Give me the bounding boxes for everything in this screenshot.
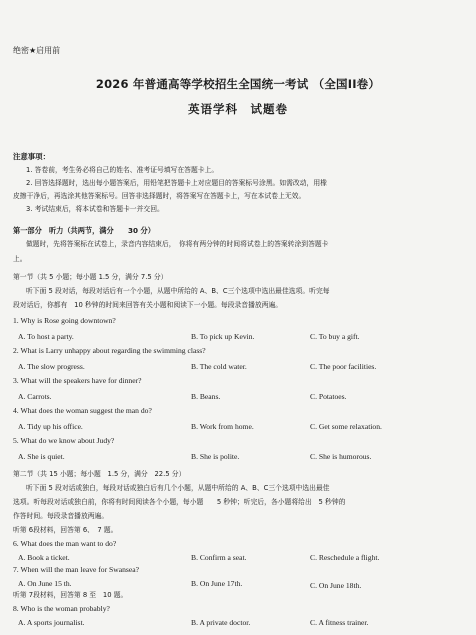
- question-3: 3. What will the speakers have for dinner?: [13, 376, 142, 385]
- q2-option-a: A. The slow progress.: [18, 362, 85, 371]
- section1-heading: 第一节（共 5 小题；每小题 1.5 分，满分 7.5 分）: [13, 273, 168, 281]
- section2-instruction-a: 听下面 5 段对话或独白，每段对话或独白后有几个小题，从题中所给的 A、B、C三个选项中选出最佳: [26, 484, 330, 492]
- q3-option-c: C. Potatoes.: [310, 392, 347, 401]
- exam-title: 2026 年普通高等学校招生全国统一考试 （全国II卷）: [95, 77, 381, 91]
- section1-instruction-b: 段对话后，你都有 10 秒钟的时间来回答有关小题和阅读下一小题。每段录音播放两遍。: [13, 301, 283, 309]
- note-1: 1. 答卷前，考生务必将自己的姓名、准考证号填写在答题卡上。: [26, 166, 219, 174]
- q5-option-c: C. She is humorous.: [310, 452, 372, 461]
- q4-option-c: C. Get some relaxation.: [310, 422, 382, 431]
- q6-option-c: C. Reschedule a flight.: [310, 553, 380, 562]
- question-2: 2. What is Larry unhappy about regarding the swimming class?: [13, 346, 206, 355]
- q3-option-a: A. Carrots.: [18, 392, 52, 401]
- section2-instruction-b: 选项。听每段对话或独白前，你将有时间阅读各个小题，每小题 5 秒钟；听完后，各小题将给出 5 秒钟的: [13, 498, 346, 506]
- q4-option-a: A. Tidy up his office.: [18, 422, 83, 431]
- q6-option-b: B. Confirm a seat.: [191, 553, 247, 562]
- q5-option-a: A. She is quiet.: [18, 452, 65, 461]
- q4-option-b: B. Work from home.: [191, 422, 254, 431]
- part1-heading: 第一部分 听力（共两节，满分 30 分）: [13, 226, 155, 235]
- q8-option-a: A. A sports journalist.: [18, 618, 85, 627]
- note-2a: 2. 回答选择题时，选出每小题答案后，用铅笔把答题卡上对应题目的答案标号涂黑。如需改动，用橡: [26, 179, 327, 187]
- q3-option-b: B. Beans.: [191, 392, 221, 401]
- question-6: 6. What does the man want to do?: [13, 539, 117, 548]
- part1-intro-a: 做题时，先将答案标在试卷上，录音内容结束后， 你将有两分钟的时间将试卷上的答案转涂到答题卡: [26, 240, 329, 248]
- q2-option-b: B. The cold water.: [191, 362, 247, 371]
- section1-instruction-a: 听下面 5 段对话，每段对话后有一个小题，从题中所给的 A、B、C三个选项中选出最佳选项。听完每: [26, 287, 330, 295]
- q6-option-a: A. Book a ticket.: [18, 553, 70, 562]
- question-8: 8. Who is the woman probably?: [13, 604, 110, 613]
- q1-option-b: B. To pick up Kevin.: [191, 332, 255, 341]
- q8-option-b: B. A private doctor.: [191, 618, 251, 627]
- q7-option-c: C. On June 18th.: [310, 581, 362, 590]
- group-7-instruction: 听第 7段材料，回答第 8 至 10 题。: [13, 591, 128, 599]
- q2-option-c: C. The poor facilities.: [310, 362, 377, 371]
- q1-option-c: C. To buy a gift.: [310, 332, 360, 341]
- exam-subtitle: 英语学科 试题卷: [188, 102, 288, 116]
- group-6-instruction: 听第 6段材料，回答第 6、 7 题。: [13, 526, 118, 534]
- note-3: 3. 考试结束后，将本试卷和答题卡一并交回。: [26, 205, 164, 213]
- q7-option-b: B. On June 17th.: [191, 579, 243, 588]
- question-1: 1. Why is Rose going downtown?: [13, 316, 116, 325]
- section2-heading: 第二节（共 15 小题；每小题 1.5 分，满分 22.5 分）: [13, 470, 186, 478]
- q7-option-a: A. On June 15 th.: [18, 579, 72, 588]
- question-4: 4. What does the woman suggest the man do?: [13, 406, 152, 415]
- confidential-mark: 绝密★启用前: [13, 46, 61, 55]
- note-2b: 皮擦干净后，再选涂其他答案标号。回答非选择题时，将答案写在答题卡上，写在本试卷上无效。: [13, 192, 306, 200]
- question-5: 5. What do we know about Judy?: [13, 436, 115, 445]
- part1-intro-b: 上。: [13, 255, 27, 263]
- question-7: 7. When will the man leave for Swansea?: [13, 565, 139, 574]
- q5-option-b: B. She is polite.: [191, 452, 240, 461]
- q1-option-a: A. To host a party.: [18, 332, 74, 341]
- section2-instruction-c: 作答时间。每段录音播放两遍。: [13, 512, 109, 520]
- notes-heading: 注意事项：: [13, 152, 50, 161]
- q8-option-c: C. A fitness trainer.: [310, 618, 369, 627]
